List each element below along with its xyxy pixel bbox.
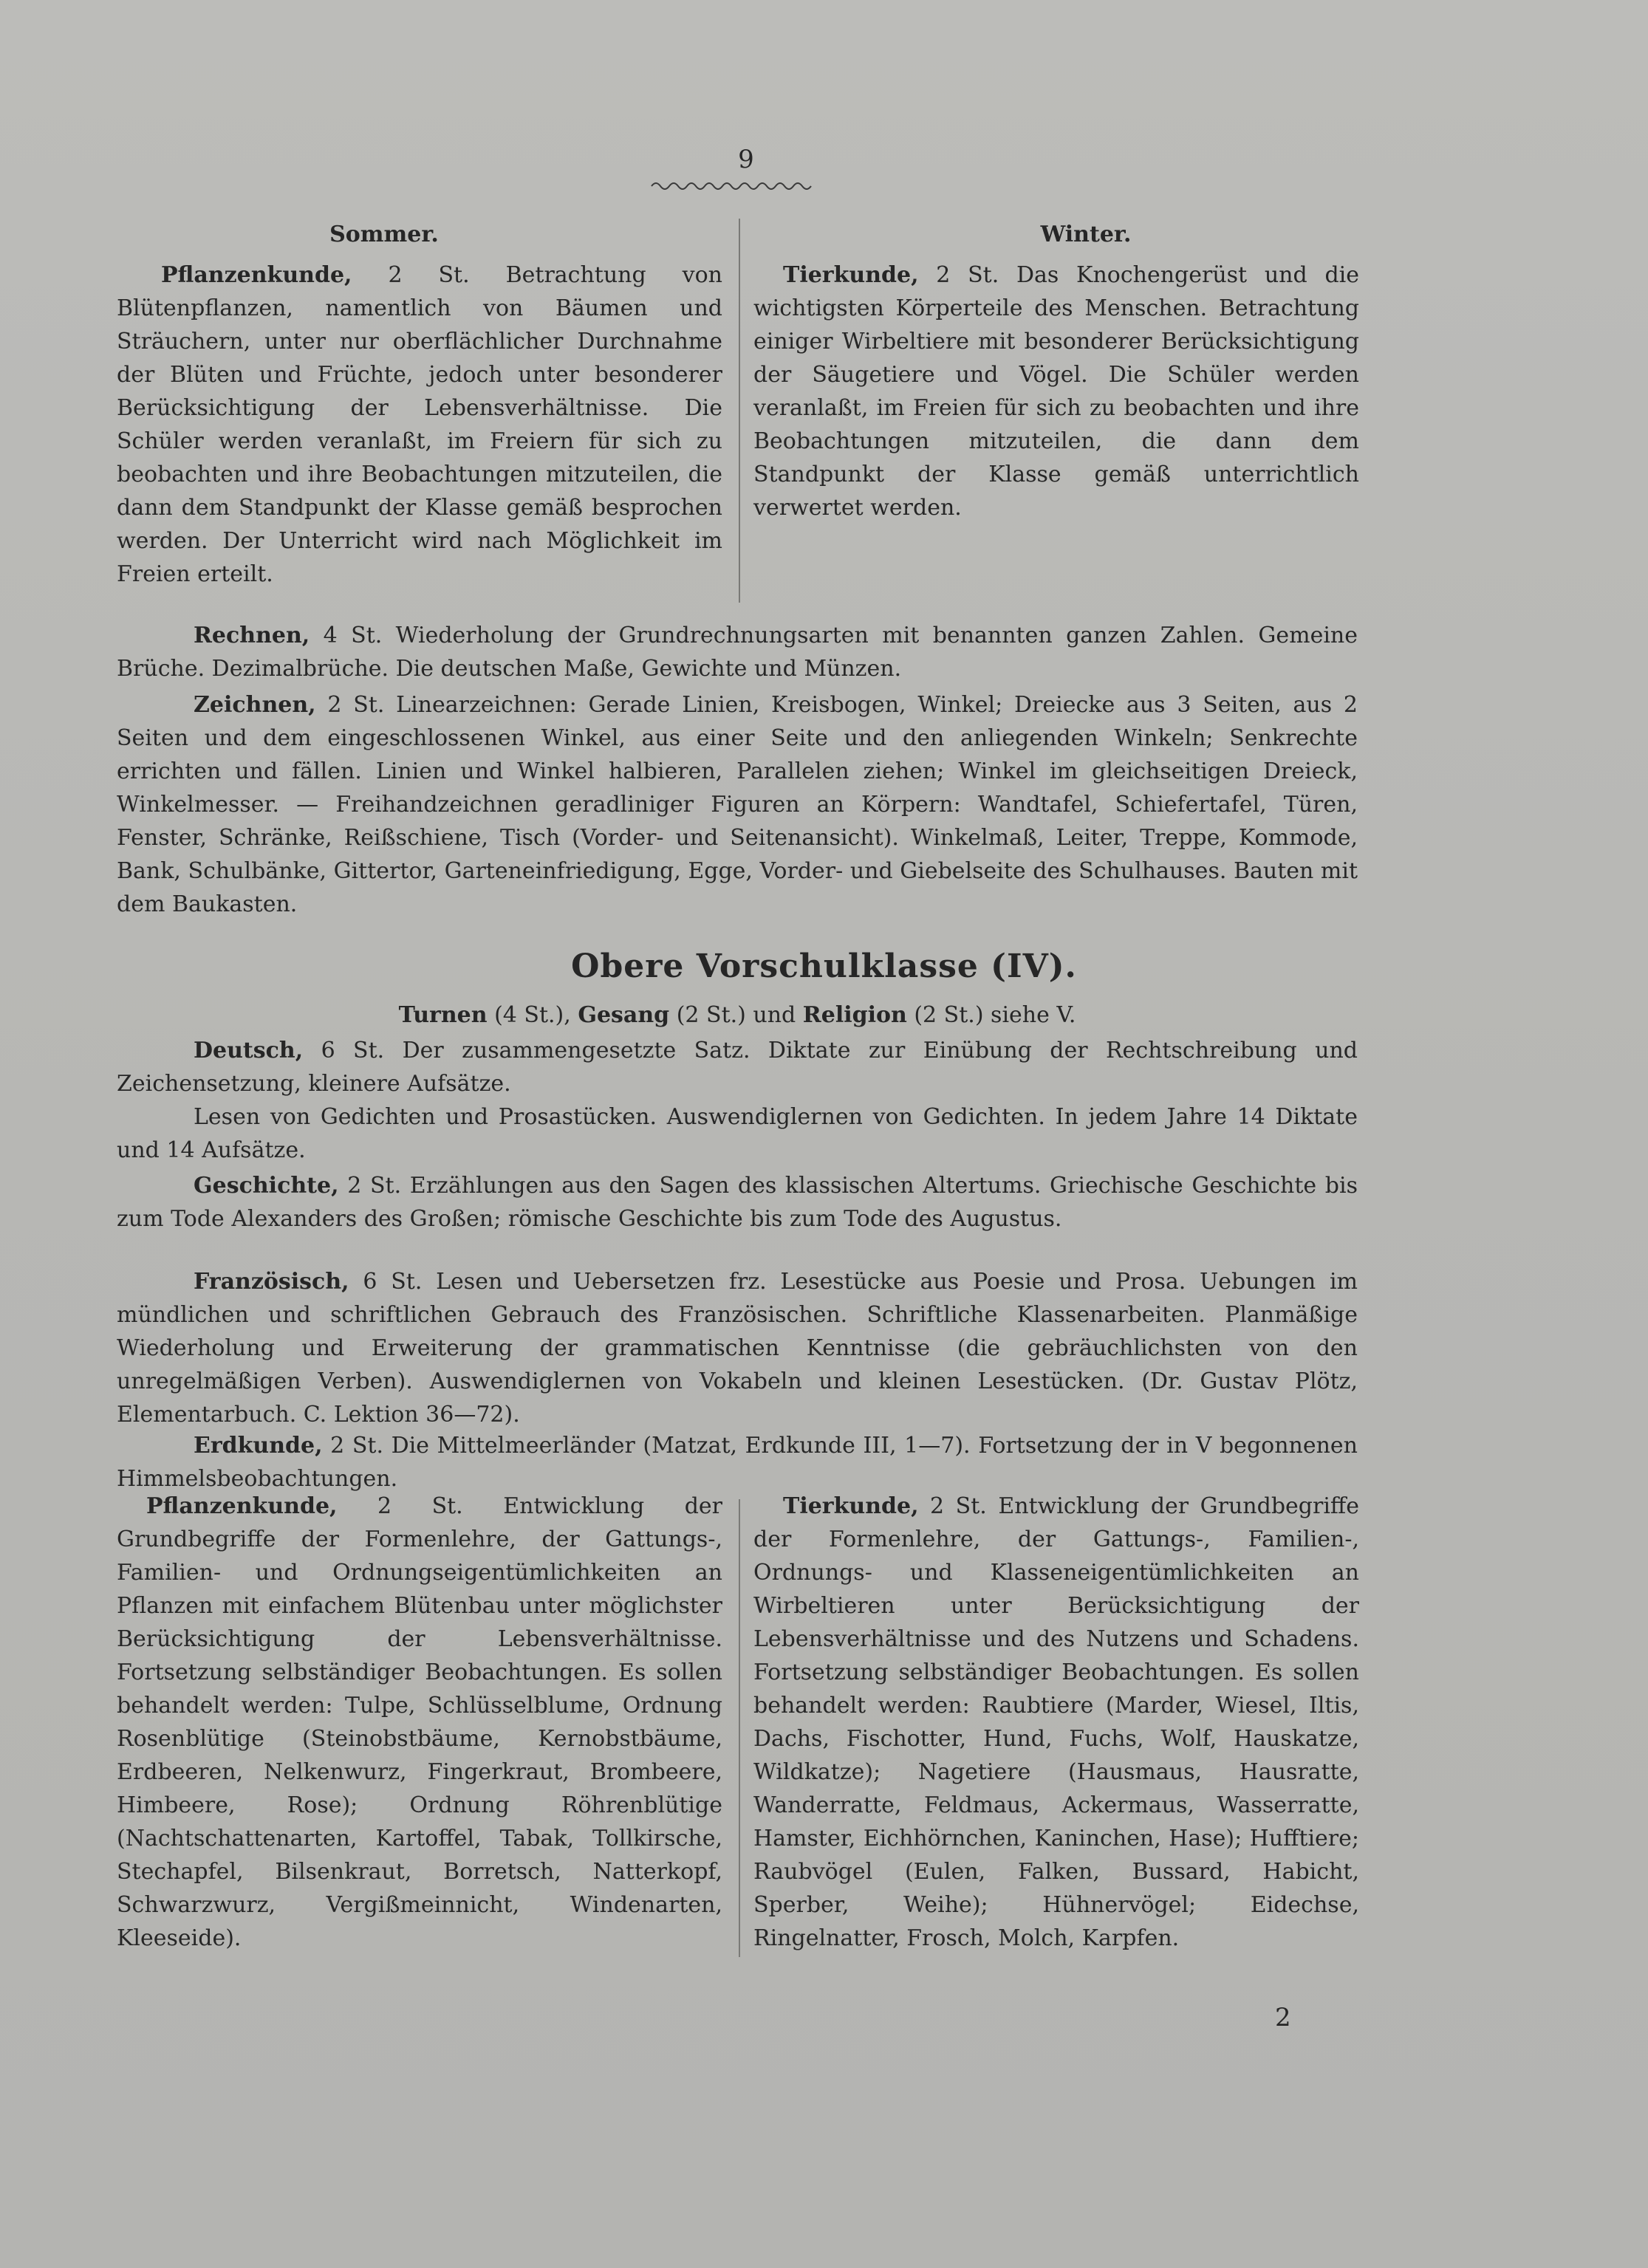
subject-heading: Rechnen, [194,623,310,648]
erdkunde-paragraph [117,1429,1358,1496]
paragraph-text: 2 St. Betrachtung von Blütenpflanzen, namentlich von Bäumen und Sträuchern, unter nur oberflächlicher Durchnahme der Blüten und Früchte, jedoch unter besonderer Berücksichtigung der Lebensverhältnisse. Die Schüler werden veranlaßt, im Freiern für sich zu beobachten und ihre Beobachtungen mitzuteilen, die dann dem Standpunkt der Klasse gemäß besprochen werden. Der Unterricht wird nach Möglichkeit im Freien erteilt. [117,262,722,587]
paragraph-text: 4 St. Wiederholung der Grundrechnungsarten mit benannten ganzen Zahlen. Gemeine Brüche. Dezimalbrüche. Die deutschen Maße, Gewichte und Münzen. [117,623,1358,682]
ornament-rule [650,176,813,193]
geschichte-paragraph [117,1169,1358,1236]
subject-heading: Gesang [578,1002,670,1028]
subject-heading: Zeichnen, [194,692,316,718]
paragraph-text: 2 St. Entwicklung der Grundbegriffe der Formenlehre, der Gattungs-, Familien-, Ordnungs- und Klasseneigentümlichkeiten an Wirbeltieren unter Berücksichtigung der Lebensverhältnisse und des Nutzens und Schadens. Fortsetzung selbständiger Beobachtungen. Es sollen behandelt werden: Raubtiere (Marder, Wiesel, Iltis, Dachs, Fischotter, Hund, Fuchs, Wolf, Hauskatze, Wildkatze); Nagetiere (Hausmaus, Hausratte, Wanderratte, Feldmaus, Ackermaus, Wasserratte, Hamster, Eichhörnchen, Kaninchen, Hase); Hufftiere; Raubvögel (Eulen, Falken, Bussard, Habicht, Sperber, Weihe); Hühnervögel; Eidechse, Ringelnatter, Frosch, Molch, Karpfen. [753,1493,1359,1951]
rechnen-paragraph [117,619,1358,685]
section-title: Obere Vorschulklasse (IV). [571,948,1077,985]
line-text: (2 St.) und [669,1002,803,1028]
paragraph-text: 2 St. Die Mittelmeerländer (Matzat, Erdkunde III, 1—7). Fortsetzung der in V begonnenen Himmelsbeobachtungen. [117,1433,1358,1492]
tierkunde-paragraph [753,1490,1359,1955]
summer-heading: Sommer. [329,222,439,247]
subject-heading: Deutsch, [194,1038,304,1063]
deutsch-paragraph [117,1034,1358,1100]
winter-tierkunde-paragraph [753,258,1359,524]
page-number: 9 [738,145,754,174]
zeichnen-paragraph [117,688,1358,921]
subject-heading: Turnen [398,1002,488,1028]
franzoesisch-paragraph [117,1265,1358,1431]
column-divider-bottom [739,1499,740,1957]
summer-pflanzenkunde-paragraph [117,258,722,591]
subject-heading: Pflanzenkunde, [161,262,352,288]
subject-heading: Französisch, [194,1269,349,1295]
deutsch-paragraph-2: Lesen von Gedichten und Prosastücken. Auswendiglernen von Gedichten. In jedem Jahre 14 Diktate und 14 Aufsätze. [117,1104,1358,1163]
subject-heading: Erdkunde, [194,1433,323,1459]
subject-heading: Tierkunde, [783,262,919,288]
column-divider [739,219,740,603]
paragraph-text: 2 St. Linearzeichnen: Gerade Linien, Kreisbogen, Winkel; Dreiecke aus 3 Seiten, aus 2 Seiten und dem eingeschlossenen Winkel, aus einer Seite und den anliegenden Winkeln; Senkrechte errichten und fällen. Linien und Winkel halbieren, Parallelen ziehen; Winkel im gleichseitigen Dreieck, Winkelmesser. — Freihandzeichnen geradliniger Figuren an Körpern: Wandtafel, Schiefertafel, Türen, Fenster, Schränke, Reißschiene, Tisch (Vorder- und Seitenansicht). Winkelmaß, Leiter, Treppe, Kommode, Bank, Schulbänke, Gittertor, Garteneinfriedigung, Egge, Vorder- und Giebelseite des Schulhauses. Bauten mit dem Baukasten. [117,692,1358,917]
subject-heading: Tierkunde, [783,1493,919,1519]
line-text: (4 St.), [487,1002,578,1028]
turnen-line [117,998,1358,1032]
paragraph-text: 2 St. Erzählungen aus den Sagen des klassischen Altertums. Griechische Geschichte bis zum Tode Alexanders des Großen; römische Geschichte bis zum Tode des Augustus. [117,1173,1358,1232]
subject-heading: Pflanzenkunde, [146,1493,338,1519]
line-text: (2 St.) siehe V. [906,1002,1076,1028]
winter-heading: Winter. [1040,222,1132,247]
subject-heading: Religion [802,1002,907,1028]
pflanzenkunde-paragraph [117,1490,722,1955]
signature-mark: 2 [1275,2003,1291,2032]
subject-heading: Geschichte, [194,1173,339,1199]
paragraph-text: 2 St. Das Knochengerüst und die wichtigsten Körperteile des Menschen. Betrachtung einiger Wirbeltiere mit besonderer Berücksichtigung der Säugetiere und Vögel. Die Schüler werden veranlaßt, im Freien für sich zu beobachten und ihre Beobachtungen mitzuteilen, die dann dem Standpunkt der Klasse gemäß unterrichtlich verwertet werden. [753,262,1359,521]
paragraph-text: 2 St. Entwicklung der Grundbegriffe der Formenlehre, der Gattungs-, Familien- und Ordnungseigentümlichkeiten an Pflanzen mit einfachem Blütenbau unter möglichster Berücksichtigung der Lebensverhältnisse. Fortsetzung selbständiger Beobachtungen. Es sollen behandelt werden: Tulpe, Schlüsselblume, Ordnung Rosenblütige (Steinobstbäume, Kernobstbäume, Erdbeeren, Nelkenwurz, Fingerkraut, Brombeere, Himbeere, Rose); Ordnung Röhrenblütige (Nachtschattenarten, Kartoffel, Tabak, Tollkirsche, Stechapfel, Bilsenkraut, Borretsch, Natterkopf, Schwarzwurz, Vergißmeinnicht, Windenarten, Kleeseide). [117,1493,722,1951]
paragraph-text: 6 St. Der zusammengesetzte Satz. Diktate zur Einübung der Rechtschreibung und Zeichensetzung, kleinere Aufsätze. [117,1038,1358,1097]
paragraph-text: 6 St. Lesen und Uebersetzen frz. Lesestücke aus Poesie und Prosa. Uebungen im mündlichen und schriftlichen Gebrauch des Französischen. Schriftliche Klassenarbeiten. Planmäßige Wiederholung und Erweiterung der grammatischen Kenntnisse (die gebräuchlichsten von den unregelmäßigen Verben). Auswendiglernen von Vokabeln und kleinen Lesestücken. (Dr. Gustav Plötz, Elementarbuch. C. Lektion 36—72). [117,1269,1358,1428]
